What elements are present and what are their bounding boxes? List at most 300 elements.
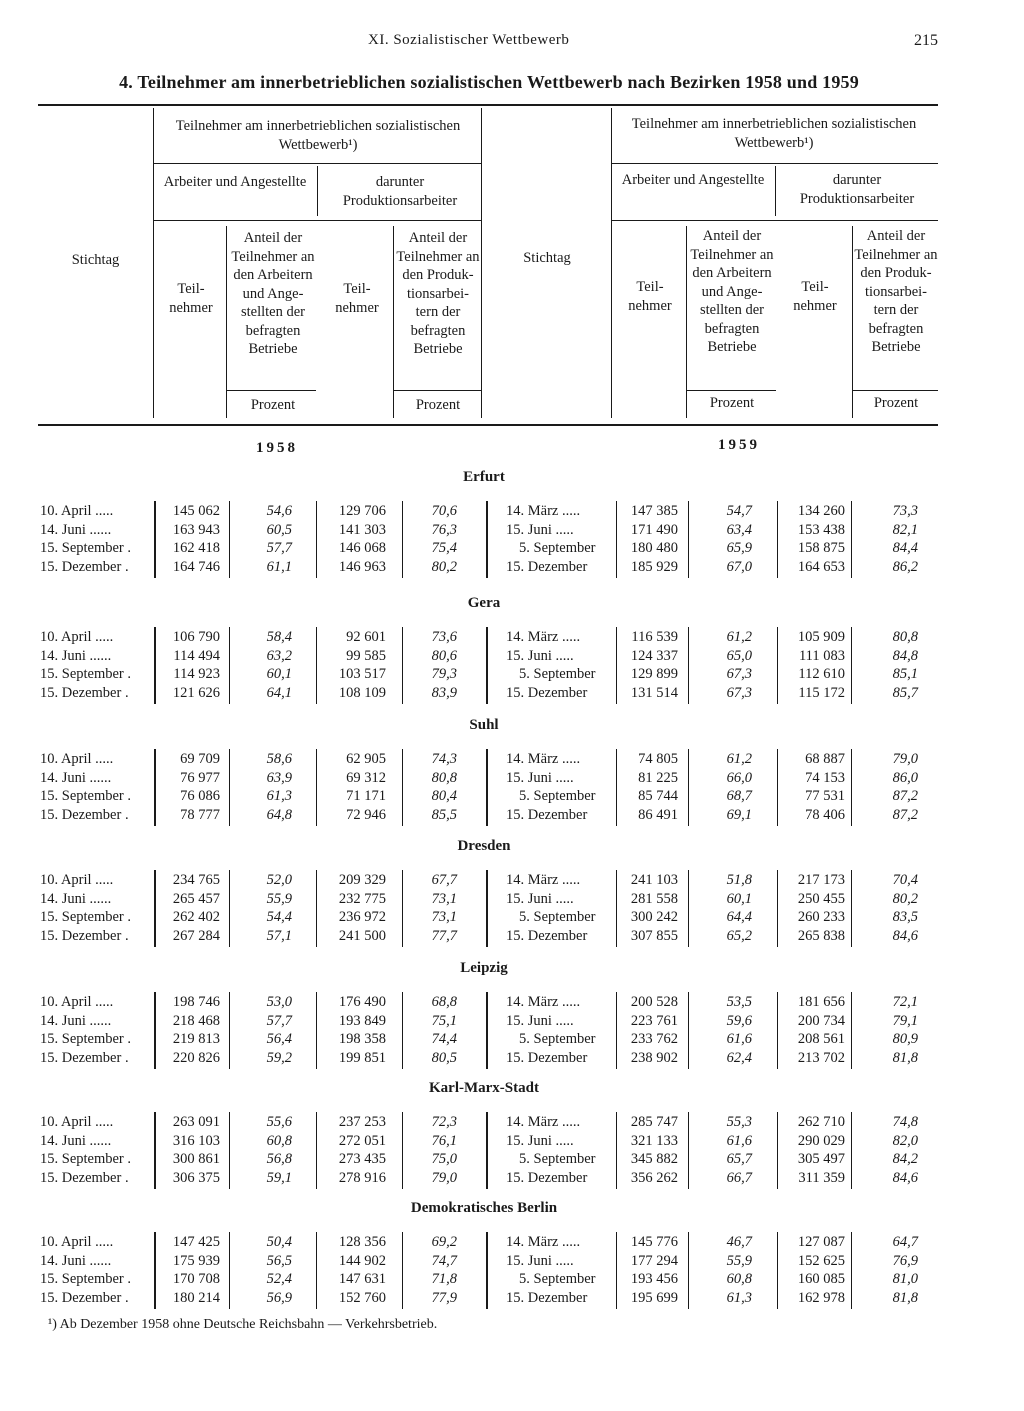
table-row — [0, 628, 1024, 647]
produktion-cell: 92 601 — [346, 629, 386, 645]
teilnehmer-cell: 76 977 — [180, 769, 220, 786]
anteil-cell: 61,3 — [726, 1290, 752, 1307]
date-cell: 15. Dezember . — [40, 559, 129, 576]
date-cell: 15. September . — [40, 540, 132, 557]
anteil-produktion-cell: 73,1 — [431, 890, 457, 907]
anteil-produktion-cell: 80,4 — [431, 788, 457, 805]
header-stichtag: Stichtag — [71, 252, 120, 268]
produktion-cell: 152 760 — [338, 1290, 386, 1307]
anteil-cell: 65,9 — [726, 540, 752, 557]
produktion-cell: 272 051 — [338, 1132, 386, 1149]
anteil-produktion-cell: 84,2 — [892, 1151, 918, 1168]
date-cell: 14. März ..... — [506, 503, 581, 519]
teilnehmer-cell: 262 402 — [172, 909, 220, 926]
produktion-cell: 78 406 — [805, 807, 845, 824]
produktion-cell: 273 435 — [338, 1151, 386, 1168]
date-cell: 5. September — [519, 1031, 596, 1048]
produktion-cell: 241 500 — [338, 928, 386, 945]
teilnehmer-cell: 316 103 — [172, 1132, 220, 1149]
teilnehmer-cell: 164 746 — [172, 559, 220, 576]
footnote: ¹) Ab Dezember 1958 ohne Deutsche Reichsbahn — Verkehrsbetrieb. — [48, 1317, 438, 1332]
produktion-cell: 62 905 — [346, 751, 386, 767]
table-row — [0, 1113, 1024, 1132]
anteil-cell: 55,3 — [726, 1114, 752, 1130]
table-row — [0, 908, 1024, 927]
date-cell: 10. April ..... — [40, 872, 114, 888]
anteil-cell: 62,4 — [726, 1050, 752, 1067]
anteil-produktion-cell: 80,8 — [431, 769, 457, 786]
date-cell: 10. April ..... — [40, 503, 114, 519]
anteil-cell: 61,6 — [726, 1132, 752, 1149]
date-cell: 15. Juni ..... — [506, 1252, 574, 1269]
teilnehmer-cell: 285 747 — [630, 1114, 678, 1130]
table-row — [0, 558, 1024, 577]
produktion-cell: 198 358 — [338, 1031, 386, 1048]
produktion-cell: 250 455 — [797, 890, 845, 907]
teilnehmer-cell: 175 939 — [172, 1252, 220, 1269]
table-row — [0, 1233, 1024, 1252]
anteil-cell: 50,4 — [266, 1234, 292, 1250]
teilnehmer-cell: 163 943 — [172, 521, 220, 538]
teilnehmer-cell: 162 418 — [172, 540, 220, 557]
date-cell: 5. September — [519, 1271, 596, 1288]
anteil-cell: 57,7 — [266, 1012, 292, 1029]
date-cell: 14. Juni ...... — [40, 769, 112, 786]
anteil-cell: 51,8 — [726, 872, 752, 888]
header-produktion: darunter Produktionsarbeiter — [342, 174, 458, 209]
teilnehmer-cell: 200 528 — [630, 994, 678, 1010]
table-row — [0, 502, 1024, 521]
anteil-cell: 58,4 — [266, 629, 292, 645]
anteil-produktion-cell: 77,7 — [431, 928, 457, 945]
produktion-cell: 200 734 — [797, 1012, 845, 1029]
header-group-title: Teilnehmer am innerbetrieblichen sozialistischen Wettbewerb¹) — [631, 116, 917, 151]
anteil-produktion-cell: 80,9 — [892, 1031, 918, 1048]
table-row — [0, 1270, 1024, 1289]
date-cell: 15. Dezember — [506, 807, 588, 824]
date-cell: 15. September . — [40, 788, 132, 805]
produktion-cell: 260 233 — [797, 909, 845, 926]
table-row — [0, 1169, 1024, 1188]
anteil-produktion-cell: 74,7 — [431, 1252, 457, 1269]
anteil-cell: 67,3 — [726, 666, 752, 683]
anteil-cell: 57,7 — [266, 540, 292, 557]
teilnehmer-cell: 131 514 — [630, 685, 678, 702]
teilnehmer-cell: 114 923 — [173, 666, 220, 683]
anteil-produktion-cell: 77,9 — [431, 1290, 457, 1307]
anteil-produktion-cell: 71,8 — [431, 1271, 457, 1288]
year-label-1959: 1959 — [718, 437, 760, 453]
anteil-produktion-cell: 75,0 — [431, 1151, 457, 1168]
teilnehmer-cell: 307 855 — [630, 928, 678, 945]
table-row — [0, 890, 1024, 909]
produktion-cell: 265 838 — [797, 928, 845, 945]
produktion-cell: 103 517 — [338, 666, 386, 683]
teilnehmer-cell: 195 699 — [630, 1290, 678, 1307]
teilnehmer-cell: 85 744 — [638, 788, 678, 805]
produktion-cell: 162 978 — [797, 1290, 845, 1307]
anteil-produktion-cell: 85,7 — [892, 685, 918, 702]
teilnehmer-cell: 300 242 — [630, 909, 678, 926]
teilnehmer-cell: 170 708 — [172, 1271, 220, 1288]
header-teilnehmer: Teil- nehmer — [169, 281, 213, 316]
anteil-cell: 53,5 — [726, 994, 752, 1010]
teilnehmer-cell: 241 103 — [630, 872, 678, 888]
date-cell: 15. Dezember — [506, 559, 588, 576]
district-heading: Erfurt — [463, 469, 505, 485]
anteil-produktion-cell: 76,1 — [431, 1132, 457, 1149]
teilnehmer-cell: 234 765 — [172, 872, 220, 888]
year-label-1958: 1958 — [256, 440, 298, 456]
produktion-cell: 262 710 — [797, 1114, 845, 1130]
teilnehmer-cell: 78 777 — [180, 807, 220, 824]
district-heading: Karl-Marx-Stadt — [429, 1080, 539, 1096]
anteil-produktion-cell: 79,3 — [431, 666, 457, 683]
teilnehmer-cell: 177 294 — [630, 1252, 678, 1269]
produktion-cell: 111 083 — [798, 647, 845, 664]
date-cell: 15. Dezember — [506, 685, 588, 702]
teilnehmer-cell: 193 456 — [630, 1271, 678, 1288]
anteil-produktion-cell: 85,5 — [431, 807, 457, 824]
header-arbeiter: Arbeiter und Angestellte — [621, 172, 765, 188]
district-heading: Dresden — [457, 838, 511, 854]
table-title: 4. Teilnehmer am innerbetrieblichen sozialistischen Wettbewerb nach Bezirken 1958 und 1959 — [119, 72, 859, 92]
date-cell: 5. September — [519, 909, 596, 926]
produktion-cell: 199 851 — [338, 1050, 386, 1067]
anteil-cell: 66,0 — [726, 769, 752, 786]
anteil-produktion-cell: 83,9 — [431, 685, 457, 702]
produktion-cell: 105 909 — [797, 629, 845, 645]
produktion-cell: 176 490 — [338, 994, 386, 1010]
produktion-cell: 209 329 — [338, 872, 386, 888]
header-prozent: Prozent — [709, 395, 755, 411]
anteil-cell: 61,6 — [726, 1031, 752, 1048]
produktion-cell: 181 656 — [797, 994, 845, 1010]
date-cell: 15. September . — [40, 909, 132, 926]
date-cell: 15. Dezember . — [40, 685, 129, 702]
header-anteil-arbeiter: Anteil der Teilnehmer an den Arbeitern und Ange- stellten der befragten Betriebe — [231, 230, 315, 357]
date-cell: 14. März ..... — [506, 994, 581, 1010]
date-cell: 15. Juni ..... — [506, 890, 574, 907]
anteil-cell: 56,4 — [266, 1031, 292, 1048]
produktion-cell: 237 253 — [338, 1114, 386, 1130]
header-anteil-arbeiter: Anteil der Teilnehmer an den Arbeitern und Ange- stellten der befragten Betriebe — [690, 228, 774, 355]
anteil-produktion-cell: 80,8 — [892, 629, 918, 645]
produktion-cell: 164 653 — [797, 559, 845, 576]
anteil-cell: 59,1 — [266, 1170, 292, 1187]
teilnehmer-cell: 220 826 — [172, 1050, 220, 1067]
date-cell: 15. Dezember . — [40, 1170, 129, 1187]
table-row — [0, 787, 1024, 806]
table-row — [0, 647, 1024, 666]
anteil-produktion-cell: 81,0 — [892, 1271, 918, 1288]
table-row — [0, 1150, 1024, 1169]
date-cell: 15. Dezember . — [40, 1290, 129, 1307]
teilnehmer-cell: 263 091 — [172, 1114, 220, 1130]
anteil-produktion-cell: 84,4 — [892, 540, 918, 557]
teilnehmer-cell: 218 468 — [172, 1012, 220, 1029]
anteil-cell: 65,7 — [726, 1151, 752, 1168]
anteil-cell: 61,3 — [266, 788, 292, 805]
header-stichtag: Stichtag — [523, 250, 571, 266]
produktion-cell: 127 087 — [797, 1234, 845, 1250]
anteil-produktion-cell: 72,1 — [892, 994, 918, 1010]
teilnehmer-cell: 180 214 — [172, 1290, 220, 1307]
anteil-cell: 54,6 — [266, 503, 292, 519]
table-row — [0, 665, 1024, 684]
produktion-cell: 232 775 — [338, 890, 386, 907]
anteil-produktion-cell: 73,6 — [431, 629, 457, 645]
date-cell: 14. Juni ...... — [40, 1252, 112, 1269]
anteil-produktion-cell: 86,2 — [892, 559, 918, 576]
table-row — [0, 806, 1024, 825]
date-cell: 15. Dezember . — [40, 1050, 129, 1067]
anteil-produktion-cell: 82,0 — [892, 1132, 918, 1149]
produktion-cell: 236 972 — [338, 909, 386, 926]
teilnehmer-cell: 345 882 — [630, 1151, 678, 1168]
date-cell: 5. September — [519, 540, 596, 557]
anteil-cell: 55,9 — [726, 1252, 752, 1269]
date-cell: 5. September — [519, 1151, 596, 1168]
anteil-produktion-cell: 87,2 — [892, 788, 918, 805]
anteil-cell: 52,4 — [266, 1271, 292, 1288]
anteil-cell: 60,1 — [266, 666, 292, 683]
table-row — [0, 1012, 1024, 1031]
date-cell: 14. Juni ...... — [40, 890, 112, 907]
date-cell: 15. September . — [40, 666, 132, 683]
teilnehmer-cell: 306 375 — [172, 1170, 220, 1187]
date-cell: 15. Dezember — [506, 1170, 588, 1187]
header-produktion: darunter Produktionsarbeiter — [799, 172, 915, 207]
header-teilnehmer: Teil- nehmer — [793, 279, 837, 314]
header-anteil-produktion: Anteil der Teilnehmer an den Produk- tionsarbei- tern der befragten Betriebe — [854, 228, 938, 355]
teilnehmer-cell: 321 133 — [630, 1132, 678, 1149]
table-row — [0, 1289, 1024, 1308]
teilnehmer-cell: 267 284 — [172, 928, 220, 945]
teilnehmer-cell: 106 790 — [172, 629, 220, 645]
anteil-produktion-cell: 70,4 — [892, 872, 918, 888]
anteil-produktion-cell: 80,5 — [431, 1050, 457, 1067]
anteil-cell: 63,2 — [266, 647, 292, 664]
teilnehmer-cell: 76 086 — [180, 788, 220, 805]
anteil-cell: 61,1 — [266, 559, 292, 576]
date-cell: 14. März ..... — [506, 629, 581, 645]
teilnehmer-cell: 121 626 — [172, 685, 220, 702]
anteil-produktion-cell: 74,3 — [431, 751, 457, 767]
anteil-produktion-cell: 84,8 — [892, 647, 918, 664]
anteil-cell: 69,1 — [726, 807, 752, 824]
produktion-cell: 128 356 — [338, 1234, 386, 1250]
produktion-cell: 144 902 — [338, 1252, 386, 1269]
anteil-cell: 56,9 — [266, 1290, 292, 1307]
anteil-produktion-cell: 85,1 — [892, 666, 918, 683]
teilnehmer-cell: 265 457 — [172, 890, 220, 907]
anteil-produktion-cell: 79,1 — [892, 1012, 918, 1029]
produktion-cell: 112 610 — [798, 666, 845, 683]
anteil-produktion-cell: 73,3 — [892, 503, 918, 519]
table-row — [0, 750, 1024, 769]
produktion-cell: 72 946 — [346, 807, 386, 824]
teilnehmer-cell: 233 762 — [630, 1031, 678, 1048]
teilnehmer-cell: 171 490 — [630, 521, 678, 538]
teilnehmer-cell: 300 861 — [172, 1151, 220, 1168]
anteil-cell: 56,8 — [266, 1151, 292, 1168]
date-cell: 15. Juni ..... — [506, 647, 574, 664]
produktion-cell: 217 173 — [797, 872, 845, 888]
teilnehmer-cell: 281 558 — [630, 890, 678, 907]
teilnehmer-cell: 180 480 — [630, 540, 678, 557]
anteil-produktion-cell: 81,8 — [892, 1290, 918, 1307]
date-cell: 10. April ..... — [40, 1234, 114, 1250]
produktion-cell: 69 312 — [346, 769, 386, 786]
district-heading: Suhl — [469, 717, 499, 733]
header-anteil-produktion: Anteil der Teilnehmer an den Produk- tionsarbei- tern der befragten Betriebe — [396, 230, 480, 357]
anteil-cell: 66,7 — [726, 1170, 752, 1187]
anteil-cell: 64,1 — [266, 685, 292, 702]
produktion-cell: 141 303 — [338, 521, 386, 538]
produktion-cell: 290 029 — [797, 1132, 845, 1149]
anteil-cell: 56,5 — [266, 1252, 292, 1269]
header-teilnehmer: Teil- nehmer — [335, 281, 379, 316]
anteil-produktion-cell: 70,6 — [431, 503, 457, 519]
anteil-cell: 60,8 — [726, 1271, 752, 1288]
teilnehmer-cell: 74 805 — [638, 751, 678, 767]
produktion-cell: 146 963 — [338, 559, 386, 576]
anteil-cell: 58,6 — [266, 751, 292, 767]
date-cell: 10. April ..... — [40, 751, 114, 767]
anteil-produktion-cell: 72,3 — [431, 1114, 457, 1130]
produktion-cell: 146 068 — [338, 540, 386, 557]
anteil-produktion-cell: 81,8 — [892, 1050, 918, 1067]
anteil-produktion-cell: 75,4 — [431, 540, 457, 557]
date-cell: 15. Dezember — [506, 928, 588, 945]
anteil-produktion-cell: 80,6 — [431, 647, 457, 664]
produktion-cell: 108 109 — [338, 685, 386, 702]
anteil-produktion-cell: 84,6 — [892, 928, 918, 945]
teilnehmer-cell: 145 062 — [172, 503, 220, 519]
produktion-cell: 68 887 — [805, 751, 845, 767]
date-cell: 15. September . — [40, 1271, 132, 1288]
produktion-cell: 193 849 — [338, 1012, 386, 1029]
anteil-cell: 55,6 — [266, 1114, 292, 1130]
anteil-produktion-cell: 83,5 — [892, 909, 918, 926]
teilnehmer-cell: 129 899 — [630, 666, 678, 683]
anteil-cell: 54,4 — [266, 909, 292, 926]
running-title: XI. Sozialistischer Wettbewerb — [368, 32, 570, 48]
teilnehmer-cell: 145 776 — [630, 1234, 678, 1250]
anteil-produktion-cell: 68,8 — [431, 994, 457, 1010]
date-cell: 14. März ..... — [506, 751, 581, 767]
produktion-cell: 208 561 — [797, 1031, 845, 1048]
anteil-cell: 68,7 — [726, 788, 752, 805]
header-prozent: Prozent — [250, 397, 296, 413]
produktion-cell: 71 171 — [346, 788, 386, 805]
teilnehmer-cell: 69 709 — [180, 751, 220, 767]
date-cell: 14. März ..... — [506, 1114, 581, 1130]
date-cell: 15. Juni ..... — [506, 521, 574, 538]
date-cell: 15. Dezember . — [40, 807, 129, 824]
anteil-produktion-cell: 69,2 — [431, 1234, 457, 1250]
table-row — [0, 521, 1024, 540]
anteil-cell: 67,3 — [726, 685, 752, 702]
date-cell: 15. Dezember — [506, 1050, 588, 1067]
anteil-produktion-cell: 79,0 — [892, 751, 918, 767]
date-cell: 14. Juni ...... — [40, 521, 112, 538]
anteil-produktion-cell: 87,2 — [892, 807, 918, 824]
produktion-cell: 305 497 — [797, 1151, 845, 1168]
table-row — [0, 1132, 1024, 1151]
date-cell: 5. September — [519, 788, 596, 805]
date-cell: 14. März ..... — [506, 872, 581, 888]
anteil-produktion-cell: 64,7 — [892, 1234, 918, 1250]
produktion-cell: 213 702 — [797, 1050, 845, 1067]
anteil-produktion-cell: 80,2 — [892, 890, 918, 907]
teilnehmer-cell: 81 225 — [638, 769, 678, 786]
header-prozent: Prozent — [415, 397, 461, 413]
table-row — [0, 1049, 1024, 1068]
anteil-cell: 57,1 — [266, 928, 292, 945]
anteil-produktion-cell: 74,8 — [892, 1114, 918, 1130]
district-heading: Gera — [467, 595, 501, 611]
produktion-cell: 115 172 — [798, 685, 845, 702]
teilnehmer-cell: 238 902 — [630, 1050, 678, 1067]
anteil-cell: 52,0 — [266, 872, 292, 888]
table-row — [0, 1030, 1024, 1049]
date-cell: 10. April ..... — [40, 1114, 114, 1130]
produktion-cell: 74 153 — [805, 769, 845, 786]
teilnehmer-cell: 124 337 — [630, 647, 678, 664]
date-cell: 15. Juni ..... — [506, 1132, 574, 1149]
anteil-cell: 46,7 — [726, 1234, 752, 1250]
produktion-cell: 160 085 — [797, 1271, 845, 1288]
district-heading: Demokratisches Berlin — [410, 1200, 558, 1216]
produktion-cell: 152 625 — [797, 1252, 845, 1269]
produktion-cell: 147 631 — [338, 1271, 386, 1288]
anteil-produktion-cell: 80,2 — [431, 559, 457, 576]
teilnehmer-cell: 116 539 — [631, 629, 678, 645]
teilnehmer-cell: 147 425 — [172, 1234, 220, 1250]
anteil-cell: 60,5 — [266, 521, 292, 538]
anteil-cell: 60,8 — [266, 1132, 292, 1149]
anteil-cell: 64,8 — [266, 807, 292, 824]
date-cell: 15. Dezember — [506, 1290, 588, 1307]
anteil-cell: 61,2 — [726, 629, 752, 645]
anteil-cell: 63,9 — [266, 769, 292, 786]
header-teilnehmer: Teil- nehmer — [628, 279, 672, 314]
produktion-cell: 99 585 — [346, 647, 386, 664]
anteil-cell: 59,6 — [726, 1012, 752, 1029]
anteil-produktion-cell: 76,9 — [892, 1252, 918, 1269]
produktion-cell: 311 359 — [798, 1170, 845, 1187]
anteil-cell: 64,4 — [726, 909, 752, 926]
date-cell: 5. September — [519, 666, 596, 683]
date-cell: 15. September . — [40, 1031, 132, 1048]
teilnehmer-cell: 223 761 — [630, 1012, 678, 1029]
table-row — [0, 769, 1024, 788]
anteil-cell: 59,2 — [266, 1050, 292, 1067]
header-prozent: Prozent — [873, 395, 919, 411]
header-group-title: Teilnehmer am innerbetrieblichen sozialistischen Wettbewerb¹) — [175, 118, 461, 153]
date-cell: 15. Dezember . — [40, 928, 129, 945]
teilnehmer-cell: 147 385 — [630, 503, 678, 519]
produktion-cell: 134 260 — [797, 503, 845, 519]
table-row — [0, 871, 1024, 890]
anteil-cell: 60,1 — [726, 890, 752, 907]
produktion-cell: 278 916 — [338, 1170, 386, 1187]
table-row — [0, 1252, 1024, 1271]
date-cell: 14. Juni ...... — [40, 1132, 112, 1149]
anteil-produktion-cell: 67,7 — [431, 872, 457, 888]
